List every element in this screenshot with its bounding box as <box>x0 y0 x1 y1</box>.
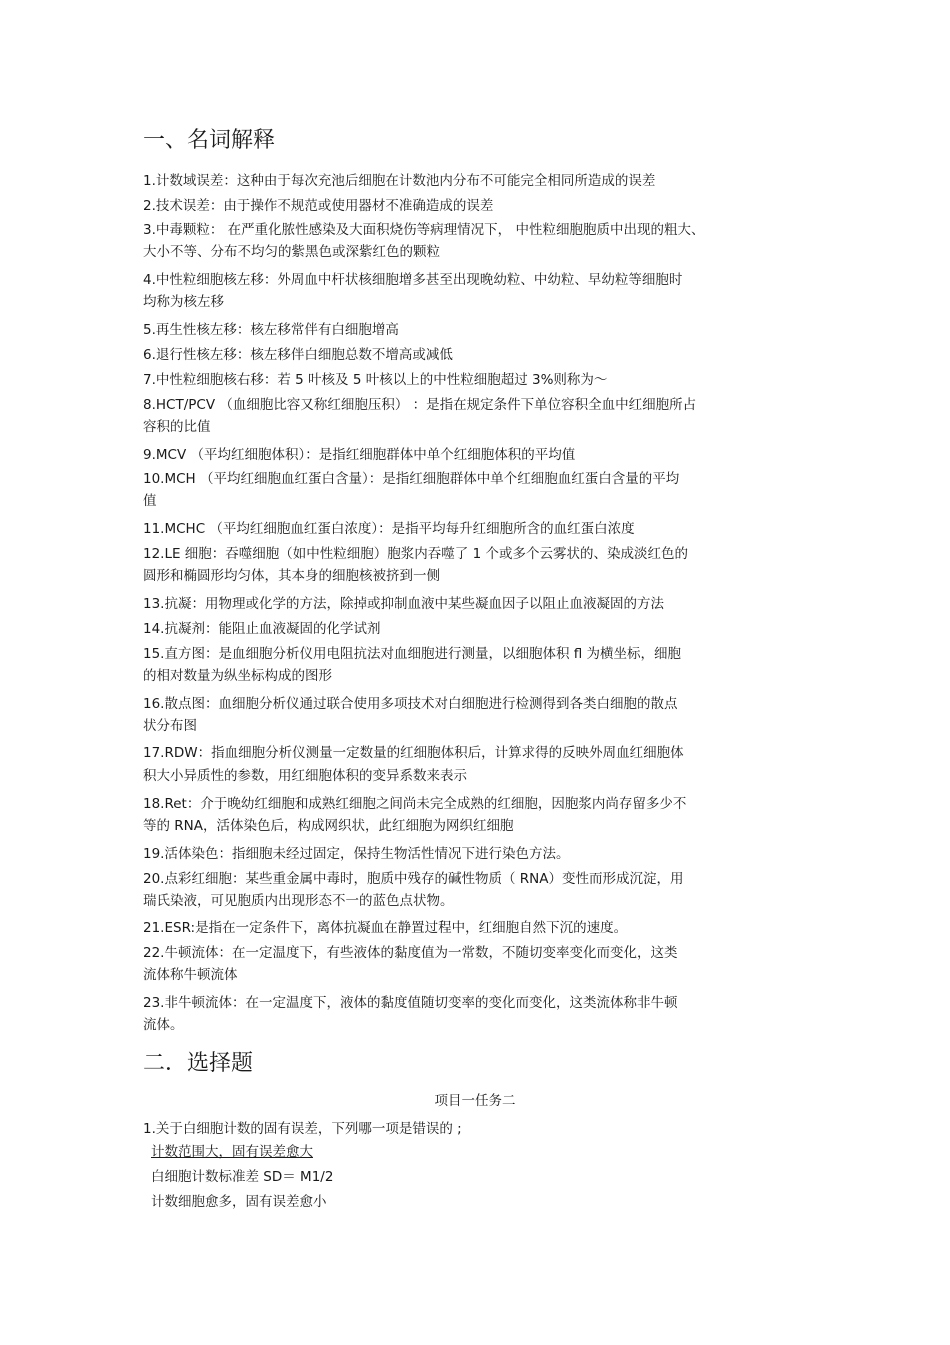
option-b: 白细胞计数标准差 SD＝ M1/2 <box>151 1169 334 1185</box>
term-18-line-1: 18.Ret：介于晚幼红细胞和成熟红细胞之间尚未完全成熟的红细胞，因胞浆内尚存留多少不 <box>143 796 687 812</box>
term-4-line-1: 4.中性粒细胞核左移：外周血中杆状核细胞增多甚至出现晚幼粒、中幼粒、早幼粒等细胞时 <box>143 272 683 288</box>
section-heading-terms: 一、名词解释 <box>143 128 276 153</box>
term-22-line-2: 流体称牛顿流体 <box>143 967 238 983</box>
term-11: 11.MCHC （平均红细胞血红蛋白浓度）：是指平均每升红细胞所含的血红蛋白浓度 <box>143 521 635 537</box>
section-heading-choice: 二．选择题 <box>143 1051 254 1076</box>
term-4-line-2: 均称为核左移 <box>143 294 224 310</box>
term-17-line-2: 积大小异质性的参数，用红细胞体积的变异系数来表示 <box>143 768 467 784</box>
term-8-line-2: 容积的比值 <box>143 419 211 435</box>
term-18-line-2: 等的 RNA，活体染色后，构成网织状，此红细胞为网织红细胞 <box>143 818 514 834</box>
term-10-line-1: 10.MCH （平均红细胞血红蛋白含量）：是指红细胞群体中单个红细胞血红蛋白含量的平均 <box>143 471 680 487</box>
term-19: 19.活体染色：指细胞未经过固定，保持生物活性情况下进行染色方法。 <box>143 846 570 862</box>
term-16-line-1: 16.散点图：血细胞分析仪通过联合使用多项技术对白细胞进行检测得到各类白细胞的散点 <box>143 696 678 712</box>
term-9: 9.MCV （平均红细胞体积）：是指红细胞群体中单个红细胞体积的平均值 <box>143 447 576 463</box>
question-1: 1.关于白细胞计数的固有误差，下列哪一项是错误的 ; <box>143 1121 462 1137</box>
term-2: 2.技术误差：由于操作不规范或使用器材不准确造成的误差 <box>143 198 494 214</box>
term-12-line-2: 圆形和椭圆形均匀体，其本身的细胞核被挤到一侧 <box>143 568 440 584</box>
term-10-line-2: 值 <box>143 493 157 509</box>
term-12-line-1: 12.LE 细胞：吞噬细胞（如中性粒细胞）胞浆内吞噬了 1 个或多个云雾状的、染成淡红色的 <box>143 546 688 562</box>
term-1: 1.计数域误差：这种由于每次充池后细胞在计数池内分布不可能完全相同所造成的误差 <box>143 173 656 189</box>
term-5: 5.再生性核左移：核左移常伴有白细胞增高 <box>143 322 399 338</box>
section-subtitle: 项目一任务二 <box>434 1093 516 1109</box>
term-3-line-2: 大小不等、分布不均匀的紫黑色或深紫红色的颗粒 <box>143 244 440 260</box>
option-a: 计数范围大，固有误差愈大 <box>151 1144 313 1160</box>
option-c: 计数细胞愈多，固有误差愈小 <box>151 1194 327 1210</box>
term-15-line-1: 15.直方图：是血细胞分析仪用电阻抗法对血细胞进行测量，以细胞体积 fl 为横坐标，细胞 <box>143 646 682 662</box>
term-21: 21.ESR:是指在一定条件下，离体抗凝血在静置过程中，红细胞自然下沉的速度。 <box>143 920 628 936</box>
term-17-line-1: 17.RDW：指血细胞分析仪测量一定数量的红细胞体积后，计算求得的反映外周血红细胞体 <box>143 745 684 761</box>
term-22-line-1: 22.牛顿流体：在一定温度下，有些液体的黏度值为一常数，不随切变率变化而变化，这类 <box>143 945 678 961</box>
term-16-line-2: 状分布图 <box>143 718 197 734</box>
term-20-line-1: 20.点彩红细胞：某些重金属中毒时，胞质中残存的碱性物质（ RNA）变性而形成沉淀，用 <box>143 871 684 887</box>
term-23-line-2: 流体。 <box>143 1017 184 1033</box>
term-13: 13.抗凝：用物理或化学的方法，除掉或抑制血液中某些凝血因子以阻止血液凝固的方法 <box>143 596 664 612</box>
term-20-line-2: 瑞氏染液，可见胞质内出现形态不一的蓝色点状物。 <box>143 893 454 909</box>
term-6: 6.退行性核左移：核左移伴白细胞总数不增高或减低 <box>143 347 453 363</box>
term-7: 7.中性粒细胞核右移：若 5 叶核及 5 叶核以上的中性粒细胞超过 3%则称为～ <box>143 372 608 388</box>
term-3-line-1: 3.中毒颗粒： 在严重化脓性感染及大面积烧伤等病理情况下， 中性粒细胞胞质中出现的粗大、 <box>143 222 705 238</box>
term-15-line-2: 的相对数量为纵坐标构成的图形 <box>143 668 332 684</box>
term-23-line-1: 23.非牛顿流体：在一定温度下，液体的黏度值随切变率的变化而变化，这类流体称非牛顿 <box>143 995 678 1011</box>
term-14: 14.抗凝剂：能阻止血液凝固的化学试剂 <box>143 621 381 637</box>
term-8-line-1: 8.HCT/PCV （血细胞比容又称红细胞压积） ：是指在规定条件下单位容积全血中红细胞所占 <box>143 397 697 413</box>
